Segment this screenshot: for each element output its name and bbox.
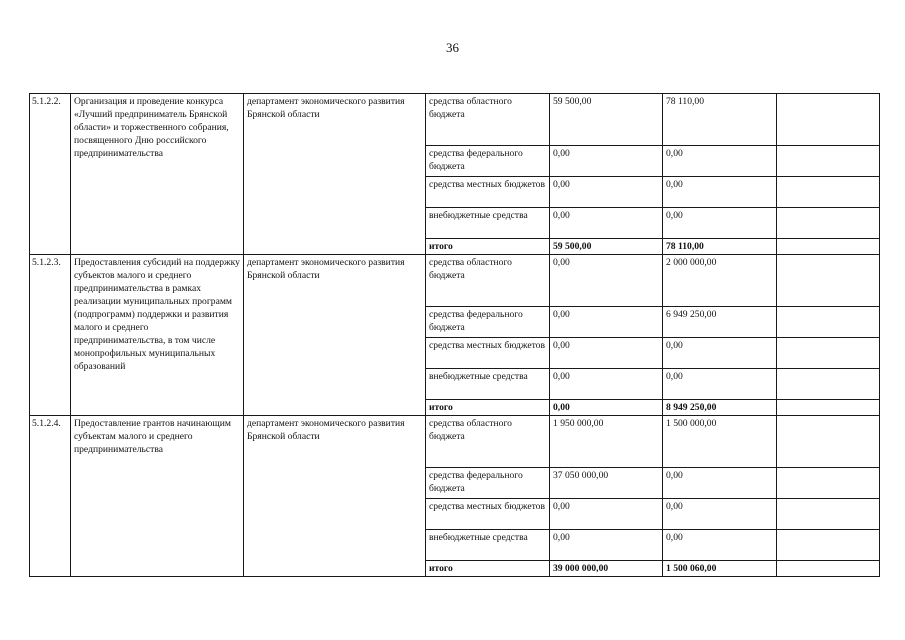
amount-1: 0,00	[550, 208, 663, 239]
amount-2: 0,00	[663, 468, 777, 499]
funding-source: средства местных бюджетов	[426, 177, 550, 208]
funding-source: средства областного бюджета	[426, 255, 550, 307]
extra-cell	[777, 499, 880, 530]
amount-1: 0,00	[550, 530, 663, 561]
budget-table	[29, 93, 880, 577]
amount-1: 59 500,00	[550, 94, 663, 146]
extra-cell	[777, 369, 880, 400]
amount-2: 0,00	[663, 530, 777, 561]
amount-1: 0,00	[550, 499, 663, 530]
amount-2: 1 500 000,00	[663, 416, 777, 468]
amount-2: 78 110,00	[663, 94, 777, 146]
extra-cell	[777, 338, 880, 369]
amount-1: 1 950 000,00	[550, 416, 663, 468]
amount-1: 59 500,00	[550, 239, 663, 255]
amount-2: 1 500 060,00	[663, 561, 777, 577]
extra-cell	[777, 416, 880, 468]
extra-cell	[777, 468, 880, 499]
funding-source: средства местных бюджетов	[426, 338, 550, 369]
amount-1: 0,00	[550, 146, 663, 177]
measure-activity: Предоставления субсидий на поддержку субъектов малого и среднего предпринимательства в рамках реализации муниципальных программ (подпрограмм) поддержки и развития малого и среднего предпринимательства, в том числе монопрофильных муниципальных образований	[71, 255, 244, 416]
amount-1: 39 000 000,00	[550, 561, 663, 577]
measure-executor: департамент экономического развития Брянской области	[244, 94, 426, 255]
funding-source: средства местных бюджетов	[426, 499, 550, 530]
funding-source: итого	[426, 400, 550, 416]
funding-source: внебюджетные средства	[426, 208, 550, 239]
extra-cell	[777, 530, 880, 561]
measure-activity: Организация и проведение конкурса «Лучший предприниматель Брянской области» и торжественного собрания, посвященного Дню российского предпринимательства	[71, 94, 244, 255]
funding-source: внебюджетные средства	[426, 530, 550, 561]
amount-2: 8 949 250,00	[663, 400, 777, 416]
amount-2: 0,00	[663, 177, 777, 208]
funding-source: средства федерального бюджета	[426, 307, 550, 338]
funding-source: итого	[426, 239, 550, 255]
measure-code: 5.1.2.3.	[30, 255, 71, 416]
extra-cell	[777, 177, 880, 208]
funding-source: итого	[426, 561, 550, 577]
measure-code: 5.1.2.2.	[30, 94, 71, 255]
extra-cell	[777, 307, 880, 338]
amount-2: 0,00	[663, 499, 777, 530]
extra-cell	[777, 94, 880, 146]
amount-2: 0,00	[663, 146, 777, 177]
measure-activity: Предоставление грантов начинающим субъектам малого и среднего предпринимательства	[71, 416, 244, 577]
funding-source: средства федерального бюджета	[426, 468, 550, 499]
measure-executor: департамент экономического развития Брянской области	[244, 416, 426, 577]
amount-1: 0,00	[550, 338, 663, 369]
funding-source: средства областного бюджета	[426, 94, 550, 146]
funding-row	[30, 255, 880, 307]
amount-1: 0,00	[550, 369, 663, 400]
budget-table-body	[30, 94, 880, 577]
measure-executor: департамент экономического развития Брянской области	[244, 255, 426, 416]
funding-source: внебюджетные средства	[426, 369, 550, 400]
extra-cell	[777, 400, 880, 416]
amount-2: 0,00	[663, 369, 777, 400]
amount-2: 6 949 250,00	[663, 307, 777, 338]
amount-1: 0,00	[550, 255, 663, 307]
extra-cell	[777, 146, 880, 177]
amount-2: 2 000 000,00	[663, 255, 777, 307]
amount-1: 0,00	[550, 400, 663, 416]
amount-1: 0,00	[550, 307, 663, 338]
funding-source: средства областного бюджета	[426, 416, 550, 468]
amount-2: 0,00	[663, 338, 777, 369]
funding-row	[30, 94, 880, 146]
amount-1: 37 050 000,00	[550, 468, 663, 499]
funding-row	[30, 416, 880, 468]
extra-cell	[777, 255, 880, 307]
measure-code: 5.1.2.4.	[30, 416, 71, 577]
extra-cell	[777, 239, 880, 255]
funding-source: средства федерального бюджета	[426, 146, 550, 177]
amount-2: 78 110,00	[663, 239, 777, 255]
amount-2: 0,00	[663, 208, 777, 239]
extra-cell	[777, 561, 880, 577]
extra-cell	[777, 208, 880, 239]
amount-1: 0,00	[550, 177, 663, 208]
page-number: 36	[446, 40, 459, 55]
